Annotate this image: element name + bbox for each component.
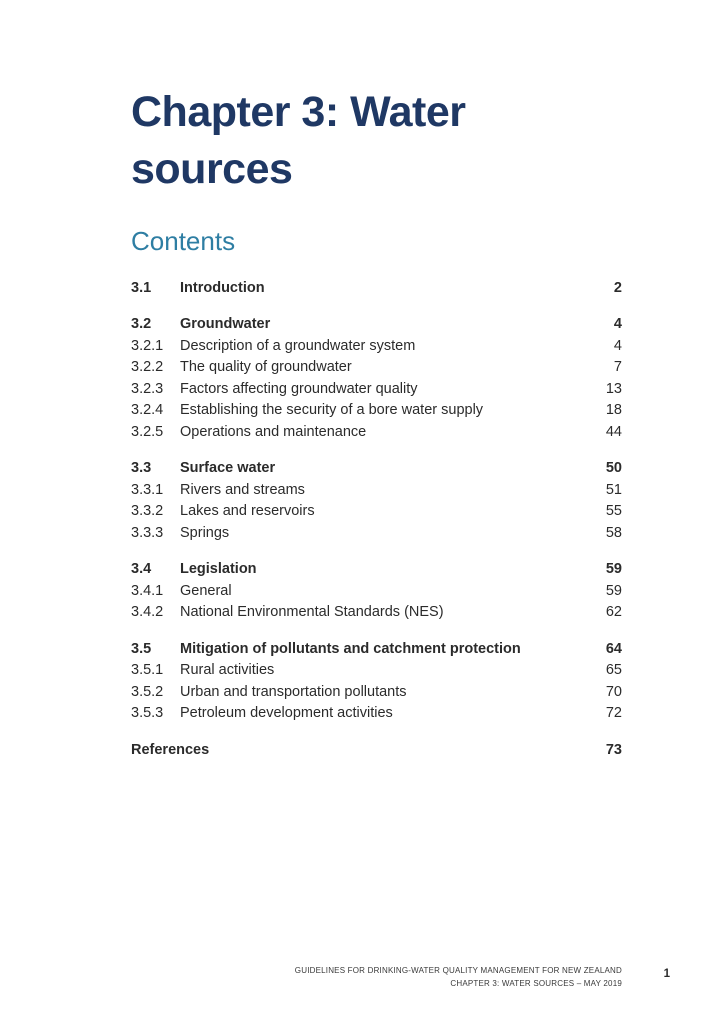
toc-entry-number: 3.3.3 <box>131 524 164 541</box>
toc-entry-page: 65 <box>605 662 622 679</box>
toc-row <box>131 523 622 545</box>
toc-entry-number: 3.4 <box>131 561 152 578</box>
toc-entry-title: Rivers and streams <box>180 481 305 498</box>
toc-entry-page: 55 <box>605 503 622 520</box>
toc-entry-title: Lakes and reservoirs <box>180 503 315 520</box>
toc-entry-page: 58 <box>605 524 622 541</box>
toc-entry-title: The quality of groundwater <box>180 359 352 376</box>
toc-entry-title: References <box>131 741 210 758</box>
toc-entry-title: Establishing the security of a bore water supply <box>180 402 484 419</box>
toc-entry-number: 3.5.2 <box>131 683 164 700</box>
toc-row <box>131 278 622 300</box>
toc-entry-number: 3.4.2 <box>131 604 164 621</box>
page-content <box>131 0 622 761</box>
toc-entry-number: 3.5.3 <box>131 705 164 722</box>
toc-row <box>131 357 622 379</box>
toc-entry-page: 72 <box>605 705 622 722</box>
toc-row <box>131 740 622 762</box>
toc-entry-page: 59 <box>605 582 622 599</box>
toc-entry-number: 3.2.5 <box>131 423 164 440</box>
page-number: 1 <box>663 968 670 980</box>
toc-entry-number: 3.2 <box>131 316 152 333</box>
toc-entry-title: Urban and transportation pollutants <box>180 683 407 700</box>
toc-entry-page: 62 <box>605 604 622 621</box>
toc-entry-number: 3.5 <box>131 640 152 657</box>
toc-row <box>131 501 622 523</box>
toc-entry-page: 18 <box>605 402 622 419</box>
toc-entry-title: Description of a groundwater system <box>180 337 416 354</box>
toc-entry-number: 3.5.1 <box>131 662 164 679</box>
toc-entry-title: Groundwater <box>180 316 271 333</box>
footer-line-1: GUIDELINES FOR DRINKING-WATER QUALITY MANAGEMENT FOR NEW ZEALAND <box>294 966 622 975</box>
toc-entry-page: 4 <box>613 337 622 354</box>
toc-row <box>131 703 622 725</box>
toc-row <box>131 314 622 336</box>
toc-entry-page: 44 <box>605 423 622 440</box>
toc-entry-page: 73 <box>605 741 622 758</box>
toc-entry-page: 59 <box>605 561 622 578</box>
toc-row <box>131 660 622 682</box>
chapter-title: Chapter 3: Water sources <box>131 88 466 194</box>
toc-row <box>131 400 622 422</box>
toc-entry-title: Surface water <box>180 460 276 477</box>
toc-entry-title: Introduction <box>180 279 265 296</box>
toc-row <box>131 581 622 603</box>
toc-entry-number: 3.3 <box>131 460 152 477</box>
toc-entry-title: Mitigation of pollutants and catchment protection <box>180 640 521 657</box>
toc-entry-title: General <box>180 582 232 599</box>
toc-entry-title: Legislation <box>180 561 257 578</box>
toc-entry-page: 51 <box>605 481 622 498</box>
toc-row <box>131 559 622 581</box>
toc-entry-page: 70 <box>605 683 622 700</box>
toc-entry-title: National Environmental Standards (NES) <box>180 604 444 621</box>
toc-row <box>131 480 622 502</box>
table-of-contents <box>131 278 622 762</box>
toc-row <box>131 379 622 401</box>
toc-entry-number: 3.1 <box>131 279 152 296</box>
footer-line-2: CHAPTER 3: WATER SOURCES – MAY 2019 <box>450 979 622 988</box>
toc-entry-title: Rural activities <box>180 662 275 679</box>
toc-entry-number: 3.3.2 <box>131 503 164 520</box>
toc-entry-number: 3.2.1 <box>131 337 164 354</box>
toc-entry-number: 3.2.3 <box>131 380 164 397</box>
toc-entry-page: 4 <box>613 316 622 333</box>
toc-entry-page: 2 <box>613 279 622 296</box>
toc-entry-title: Springs <box>180 524 230 541</box>
contents-heading: Contents <box>131 226 236 257</box>
toc-entry-number: 3.2.4 <box>131 402 164 419</box>
toc-row <box>131 682 622 704</box>
toc-entry-page: 7 <box>613 359 622 376</box>
toc-entry-title: Operations and maintenance <box>180 423 367 440</box>
toc-entry-number: 3.4.1 <box>131 582 164 599</box>
toc-entry-number: 3.3.1 <box>131 481 164 498</box>
toc-row <box>131 458 622 480</box>
toc-entry-page: 50 <box>605 460 622 477</box>
toc-row <box>131 602 622 624</box>
toc-row <box>131 639 622 661</box>
toc-entry-title: Factors affecting groundwater quality <box>180 380 418 397</box>
toc-entry-page: 64 <box>605 640 622 657</box>
page-footer <box>295 964 622 990</box>
toc-entry-title: Petroleum development activities <box>180 705 393 722</box>
toc-row <box>131 336 622 358</box>
toc-entry-number: 3.2.2 <box>131 359 164 376</box>
toc-row <box>131 422 622 444</box>
toc-entry-page: 13 <box>605 380 622 397</box>
